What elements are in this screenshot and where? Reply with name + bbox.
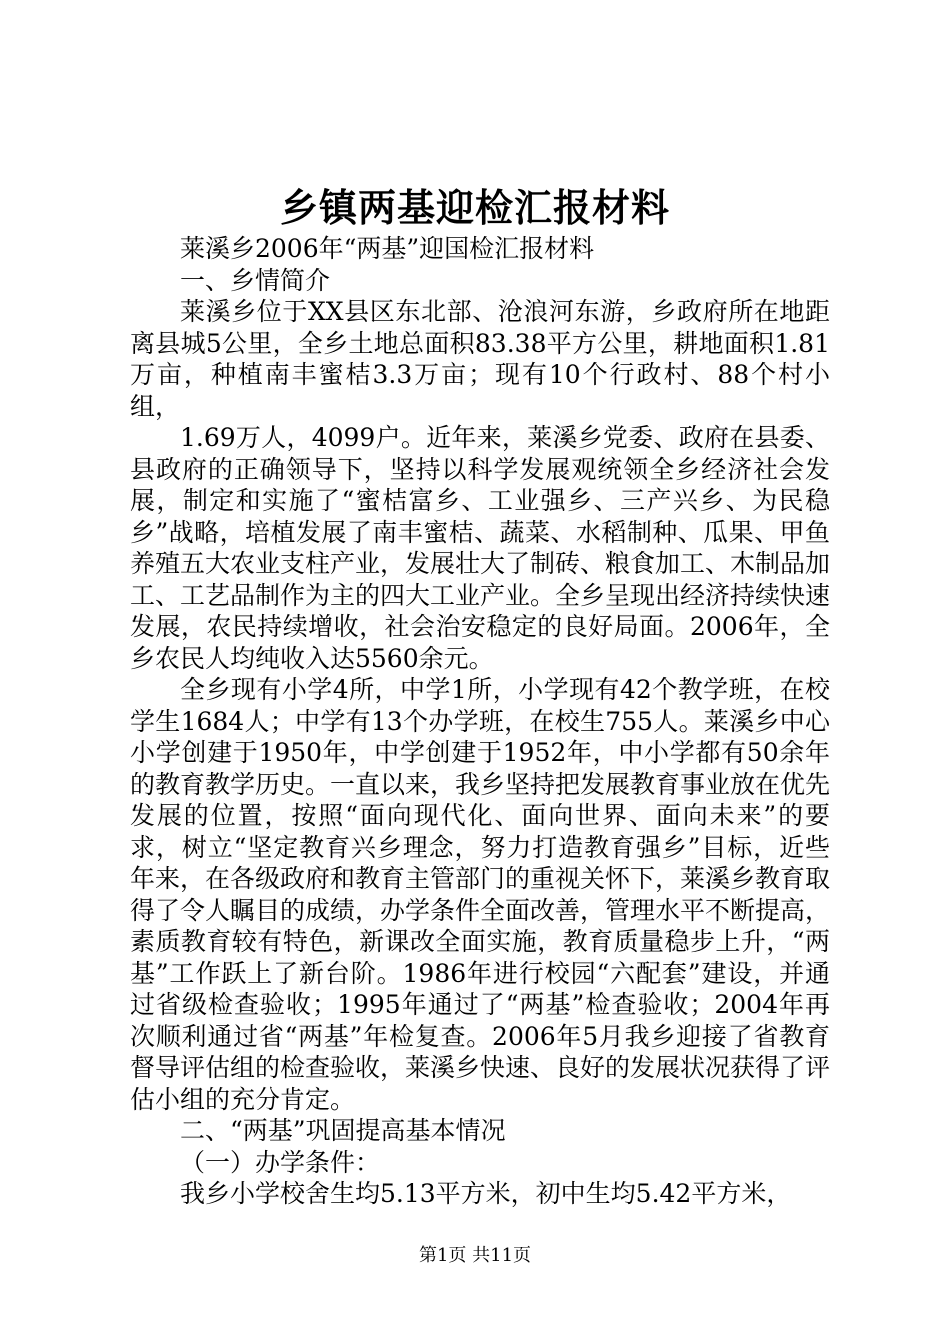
- page-number-footer: 第1页 共11页: [418, 1245, 532, 1266]
- section-heading-2: 二、“两基”巩固提高基本情况: [180, 1116, 506, 1145]
- paragraph-conditions: 我乡小学校舍生均5.13平方米，初中生均5.42平方米，: [180, 1179, 792, 1208]
- subsection-heading-1: （一）办学条件：: [180, 1147, 381, 1177]
- paragraph-overview: 莱溪乡位于XX县区东北部、沧浪河东游，乡政府所在地距离县城5公里，全乡土地总面积83.38平方公里，耕地面积1.81万亩，种植南丰蜜桔3.3万亩；现有10个行政村、88个村小组，: [130, 297, 830, 421]
- paragraph-economy: 1.69万人，4099户。近年来，莱溪乡党委、政府在县委、县政府的正确领导下，坚持以科学发展观统领全乡经济社会发展，制定和实施了“蜜桔富乡、工业强乡、三产兴乡、为民稳乡”战略，培植发展了南丰蜜桔、蔬菜、水稻制种、瓜果、甲鱼养殖五大农业支柱产业，发展壮大了制砖、粮食加工、木制品加工、工艺品制作为主的四大工业产业。全乡呈现出经济持续快速发展，农民持续增收，社会治安稳定的良好局面。2006年，全乡农民人均纯收入达5560余元。: [130, 423, 831, 673]
- report-subtitle: 莱溪乡2006年“两基”迎国检汇报材料: [180, 234, 595, 263]
- document-body: [130, 233, 830, 1210]
- document-title: 乡镇两基迎检汇报材料: [279, 185, 670, 230]
- paragraph-education: 全乡现有小学4所，中学1所，小学现有42个教学班，在校学生1684人；中学有13个办学班，在校生755人。莱溪乡中心小学创建于1950年，中学创建于1952年，中小学都有50余年的教育教学历史。一直以来，我乡坚持把发展教育事业放在优先发展的位置，按照“面向现代化、面向世界、面向未来”的要求，树立“坚定教育兴乡理念，努力打造教育强乡”目标，近些年来，在各级政府和教育主管部门的重视关怀下，莱溪乡教育取得了令人瞩目的成绩，办学条件全面改善，管理水平不断提高，素质教育较有特色，新课改全面实施，教育质量稳步上升，“两基”工作跃上了新台阶。1986年进行校园“六配套”建设，并通过省级检查验收；1995年通过了“两基”检查验收；2004年再次顺利通过省“两基”年检复查。2006年5月我乡迎接了省教育督导评估组的检查验收，莱溪乡快速、良好的发展状况获得了评估小组的充分肯定。: [130, 675, 831, 1114]
- section-heading-1: 一、乡情简介: [180, 265, 331, 295]
